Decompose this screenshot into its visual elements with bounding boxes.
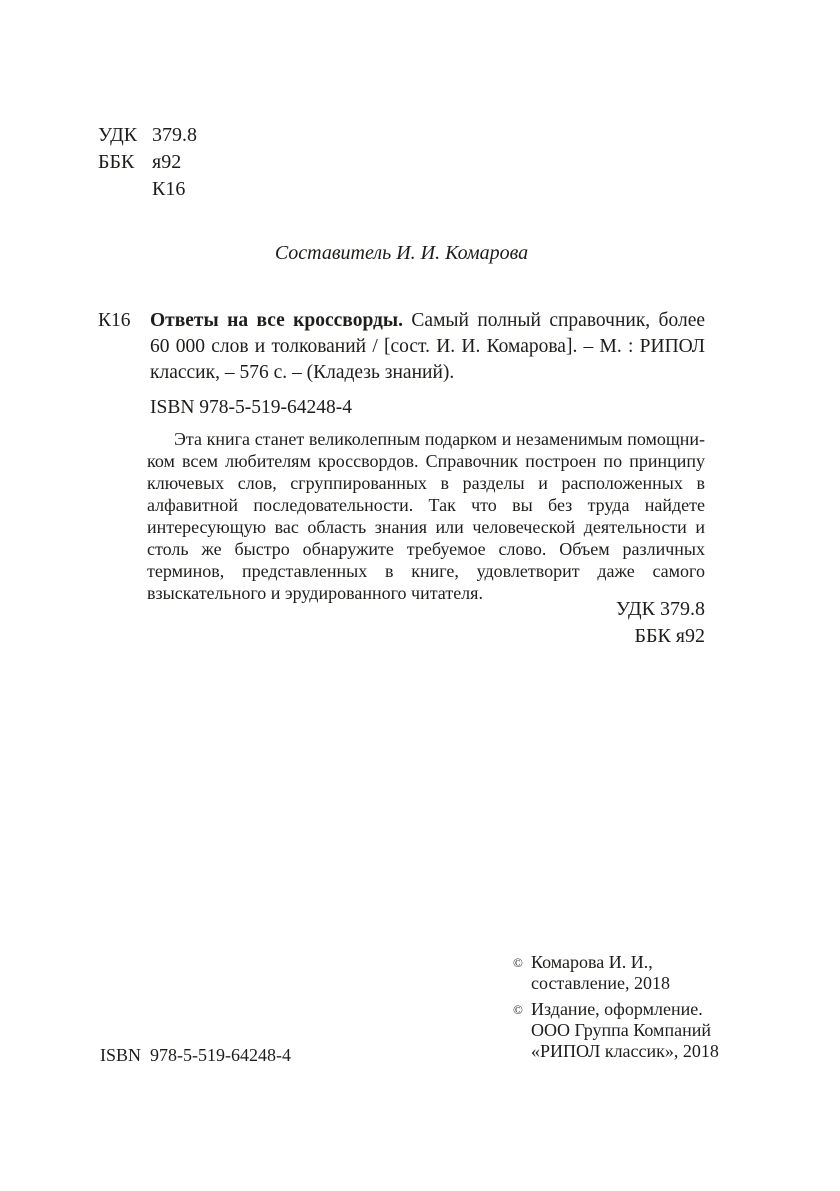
footer-isbn: ISBN 978-5-519-64248-4 <box>100 1045 291 1065</box>
annotation-paragraph: Эта книга станет великолепным подарком и незаменимым помощником всем любителям кроссвордов. Справочник построен по принципу ключевых слов, сгруппированных в разделы и расположенных в алфавитной последовательности. Так что вы без труда найдете интересующую вас область знания или человеческой деятельности и столь же быстро обнаружите требуемое слово. Объем различных терминов, представленных в книге, удовлетворит даже самого взыскательного и эрудированного читателя. <box>147 429 705 603</box>
catalog-card-details: Самый полный справочник, более 60 000 слов и толкований / [сост. И. И. Комарова]. – М. : РИПОЛ классик, – 576 с. – (Кладезь знаний). <box>150 310 706 383</box>
classification-refs <box>98 596 705 650</box>
copyright-entry-compiler-text: Комарова И. И., составление, 2018 <box>531 952 670 993</box>
bbk-ref: ББК я92 <box>634 625 705 647</box>
catalog-card-code: К16 <box>98 310 131 331</box>
bbk-value: я92 <box>152 151 182 173</box>
catalog-isbn: ISBN 978-5-519-64248-4 <box>150 397 353 418</box>
udk-label: УДК <box>98 124 138 146</box>
copyright-icon: © <box>513 955 523 970</box>
catalog-card-description <box>150 308 705 386</box>
author-mark-row <box>98 176 197 203</box>
copyright-icon: © <box>513 1002 523 1017</box>
copyright-entry-publisher-text: Издание, оформление. ООО Группа Компаний «РИПОЛ классик», 2018 <box>531 999 719 1061</box>
bbk-code-row <box>98 149 197 176</box>
compiler-line: Составитель И. И. Комарова <box>274 242 529 264</box>
bbk-label: ББК <box>98 151 135 173</box>
author-mark-label <box>98 176 152 203</box>
book-title: Ответы на все кроссворды. <box>150 310 404 331</box>
copyright-block <box>513 952 723 1067</box>
classification-codes <box>98 122 197 203</box>
copyright-entry-publisher <box>513 999 723 1062</box>
author-mark-value: К16 <box>152 178 186 200</box>
copyright-entry-compiler <box>513 952 723 994</box>
catalog-card <box>98 308 705 421</box>
udk-value: 379.8 <box>152 124 197 146</box>
udk-code-row <box>98 122 197 149</box>
udk-ref: УДК 379.8 <box>615 598 705 620</box>
